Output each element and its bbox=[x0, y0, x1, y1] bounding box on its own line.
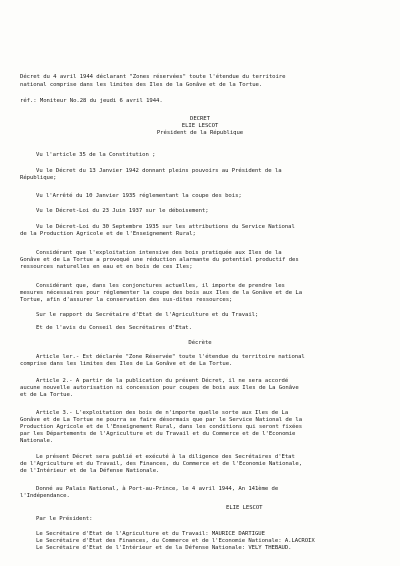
preamble-line: Vu le Décret-Loi du 23 Juin 1937 sur le déboisement; bbox=[36, 208, 209, 214]
minister-line: Le Secrétaire d'Etat de l'Agriculture et du Travail: MAURICE DARTIGUE bbox=[36, 531, 265, 537]
closing-line-2: l'Indépendance. bbox=[20, 493, 70, 499]
preamble-line: ressources naturelles en eau et en bois de ces Iles; bbox=[20, 264, 193, 270]
preamble-line: République; bbox=[20, 175, 57, 181]
signer-name: ELIE LESCOT bbox=[226, 505, 263, 511]
minister-line: Le Secrétaire d'Etat des Finances, du Commerce et de l'Economie Nationale: A.LACROIX bbox=[36, 538, 315, 544]
preamble-line: Vu l'Arrêté du 10 Janvier 1935 réglementant la coupe des bois; bbox=[36, 193, 242, 199]
article-line: Nationale. bbox=[20, 438, 54, 444]
author-name: ELIE LESCOT bbox=[181, 123, 219, 129]
header-line-1: Décret du 4 avril 1944 déclarant "Zones réservées" toute l'étendue du territoire bbox=[20, 74, 286, 80]
article-line: Article 2.- A partir de la publication du présent Décret, il ne sera accordé bbox=[36, 378, 289, 384]
preamble-line: Considérant que, dans les conjonctures actuelles, il importe de prendre les bbox=[36, 283, 285, 289]
article-line: aucune nouvelle autorisation ni concession pour coupes de bois aux Iles de La Gonâve bbox=[20, 385, 299, 391]
preamble-line: Gonâve et de La Tortue a provoqué une réduction alarmante du potentiel productif des bbox=[20, 257, 299, 263]
preamble-line: de la Production Agricole et de l'Enseignement Rural; bbox=[20, 231, 196, 237]
preamble-line: Vu l'article 35 de la Constitution ; bbox=[36, 152, 156, 158]
preamble-line: Tortue, afin d'assurer la conservation des sus-dites ressources; bbox=[20, 297, 233, 303]
article-line: par les Départements de l'Agriculture et du Travail et du Commerce et de l'Economie bbox=[20, 431, 296, 437]
preamble-line: Vu le Décret-Loi du 30 Septembre 1935 sur les attributions du Service National bbox=[36, 224, 295, 230]
minister-line: Le Secrétaire d'Etat de l'Intérieur et de la Défense Nationale: VELY THEBAUD. bbox=[36, 545, 292, 551]
article-line: Gonâve et de La Tortue ne pourra se faire désormais que par le Service National de la bbox=[20, 417, 303, 423]
reference-line: réf.: Moniteur No.28 du jeudi 6 avril 1944. bbox=[20, 98, 163, 104]
preamble-line: Vu le Décret du 13 Janvier 1942 donnant pleins pouvoirs au Président de la bbox=[36, 168, 282, 174]
preamble-line: Et de l'avis du Conseil des Secrétaires d'Etat. bbox=[36, 325, 192, 331]
header-line-2: national comprise dans les limites des Iles de la Gonâve et de la Tortue. bbox=[20, 82, 263, 88]
article-line: Article ler.- Est déclarée "Zone Réservée" toute l'étendue du territoire national bbox=[36, 354, 305, 360]
decree-heading: DECRET bbox=[190, 116, 210, 122]
article-line: de l'Agriculture et du Travail, des Finances, du Commerce et de l'Economie Nationale, bbox=[20, 461, 303, 467]
decrete-heading: Décrète bbox=[188, 340, 212, 346]
article-line: de l'Intérieur et de la Défense Nationale. bbox=[20, 468, 160, 474]
article-line: et de La Tortue. bbox=[20, 392, 74, 398]
preamble-line: Sur le rapport du Secrétaire d'Etat de l'Agriculture et du Travail; bbox=[36, 312, 259, 318]
article-line: Article 3.- L'exploitation des bois de n'importe quelle sorte aux Iles de La bbox=[36, 410, 289, 416]
article-line: Production Agricole et de l'Enseignement Rural, dans les conditions qui seront fixées bbox=[20, 424, 303, 430]
article-line: comprise dans les limites des Iles de La Gonâve et de La Tortue. bbox=[20, 361, 233, 367]
closing-line-1: Donné au Palais National, à Port-au-Prince, le 4 avril 1944, An 141ème de bbox=[36, 486, 279, 492]
preamble-line: Considérant que l'exploitation intensive des bois pratiquée aux Iles de la bbox=[36, 250, 282, 256]
article-line: Le présent Décret sera publié et exécuté à la diligence des Secrétaires d'Etat bbox=[36, 454, 295, 460]
preamble-line: mesures nécessaires pour réglementer la coupe des bois aux Iles de la Gonâve et de La bbox=[20, 290, 303, 296]
author-role: Président de la République bbox=[156, 130, 244, 136]
by-president: Par le Président: bbox=[36, 516, 93, 522]
